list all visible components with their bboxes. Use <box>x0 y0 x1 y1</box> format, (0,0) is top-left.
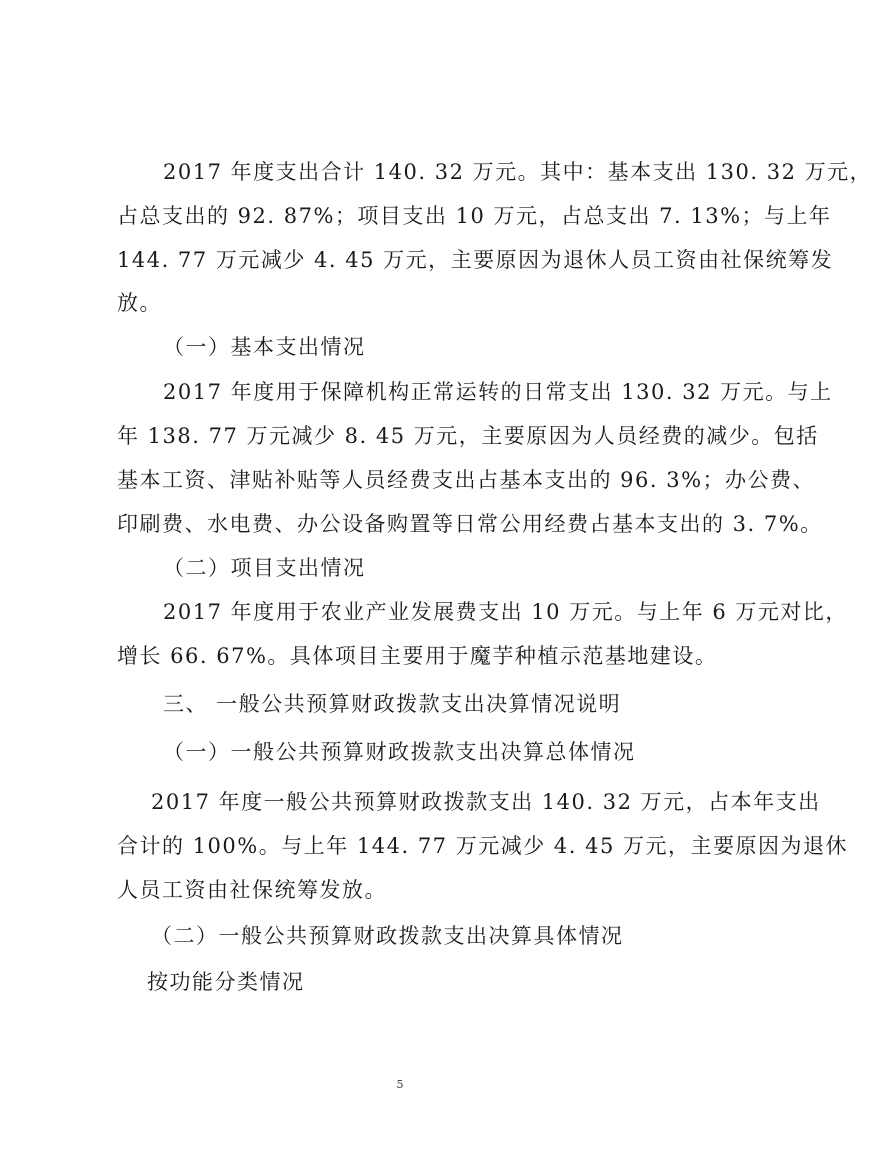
paragraph-line: 人员工资由社保统筹发放。 <box>117 878 387 902</box>
paragraph-line: 2017 年度一般公共预算财政拨款支出 140. 32 万元，占本年支出 <box>151 790 821 814</box>
paragraph-line: 放。 <box>117 291 162 315</box>
paragraph-line: 基本工资、津贴补贴等人员经费支出占基本支出的 96. 3%；办公费、 <box>117 468 816 492</box>
heading-general-budget-detail: （二）一般公共预算财政拨款支出决算具体情况 <box>151 924 624 948</box>
heading-general-budget-overall: （一）一般公共预算财政拨款支出决算总体情况 <box>163 740 636 764</box>
paragraph-line: 2017 年度用于农业产业发展费支出 10 万元。与上年 6 万元对比， <box>163 600 848 624</box>
paragraph-line: 年 138. 77 万元减少 8. 45 万元，主要原因为人员经费的减少。包括 <box>117 424 819 448</box>
paragraph-line: 144. 77 万元减少 4. 45 万元，主要原因为退休人员工资由社保统筹发 <box>117 248 834 272</box>
function-classification-label: 按功能分类情况 <box>147 970 305 994</box>
paragraph-line: 合计的 100%。与上年 144. 77 万元减少 4. 45 万元，主要原因为退休 <box>117 834 848 858</box>
paragraph-line: 2017 年度支出合计 140. 32 万元。其中：基本支出 130. 32 万元， <box>163 160 872 184</box>
page-number: 5 <box>396 1078 404 1091</box>
paragraph-line: 印刷费、水电费、办公设备购置等日常公用经费占基本支出的 3. 7%。 <box>117 512 823 536</box>
heading-basic-expenditure: （一）基本支出情况 <box>163 335 366 359</box>
paragraph-line: 增长 66. 67%。具体项目主要用于魔芋种植示范基地建设。 <box>117 644 718 668</box>
paragraph-line: 2017 年度用于保障机构正常运转的日常支出 130. 32 万元。与上 <box>163 380 833 404</box>
section-3-heading: 三、 一般公共预算财政拨款支出决算情况说明 <box>163 692 622 716</box>
paragraph-line: 占总支出的 92. 87%；项目支出 10 万元，占总支出 7. 13%；与上年 <box>117 204 832 228</box>
heading-project-expenditure: （二）项目支出情况 <box>163 556 366 580</box>
